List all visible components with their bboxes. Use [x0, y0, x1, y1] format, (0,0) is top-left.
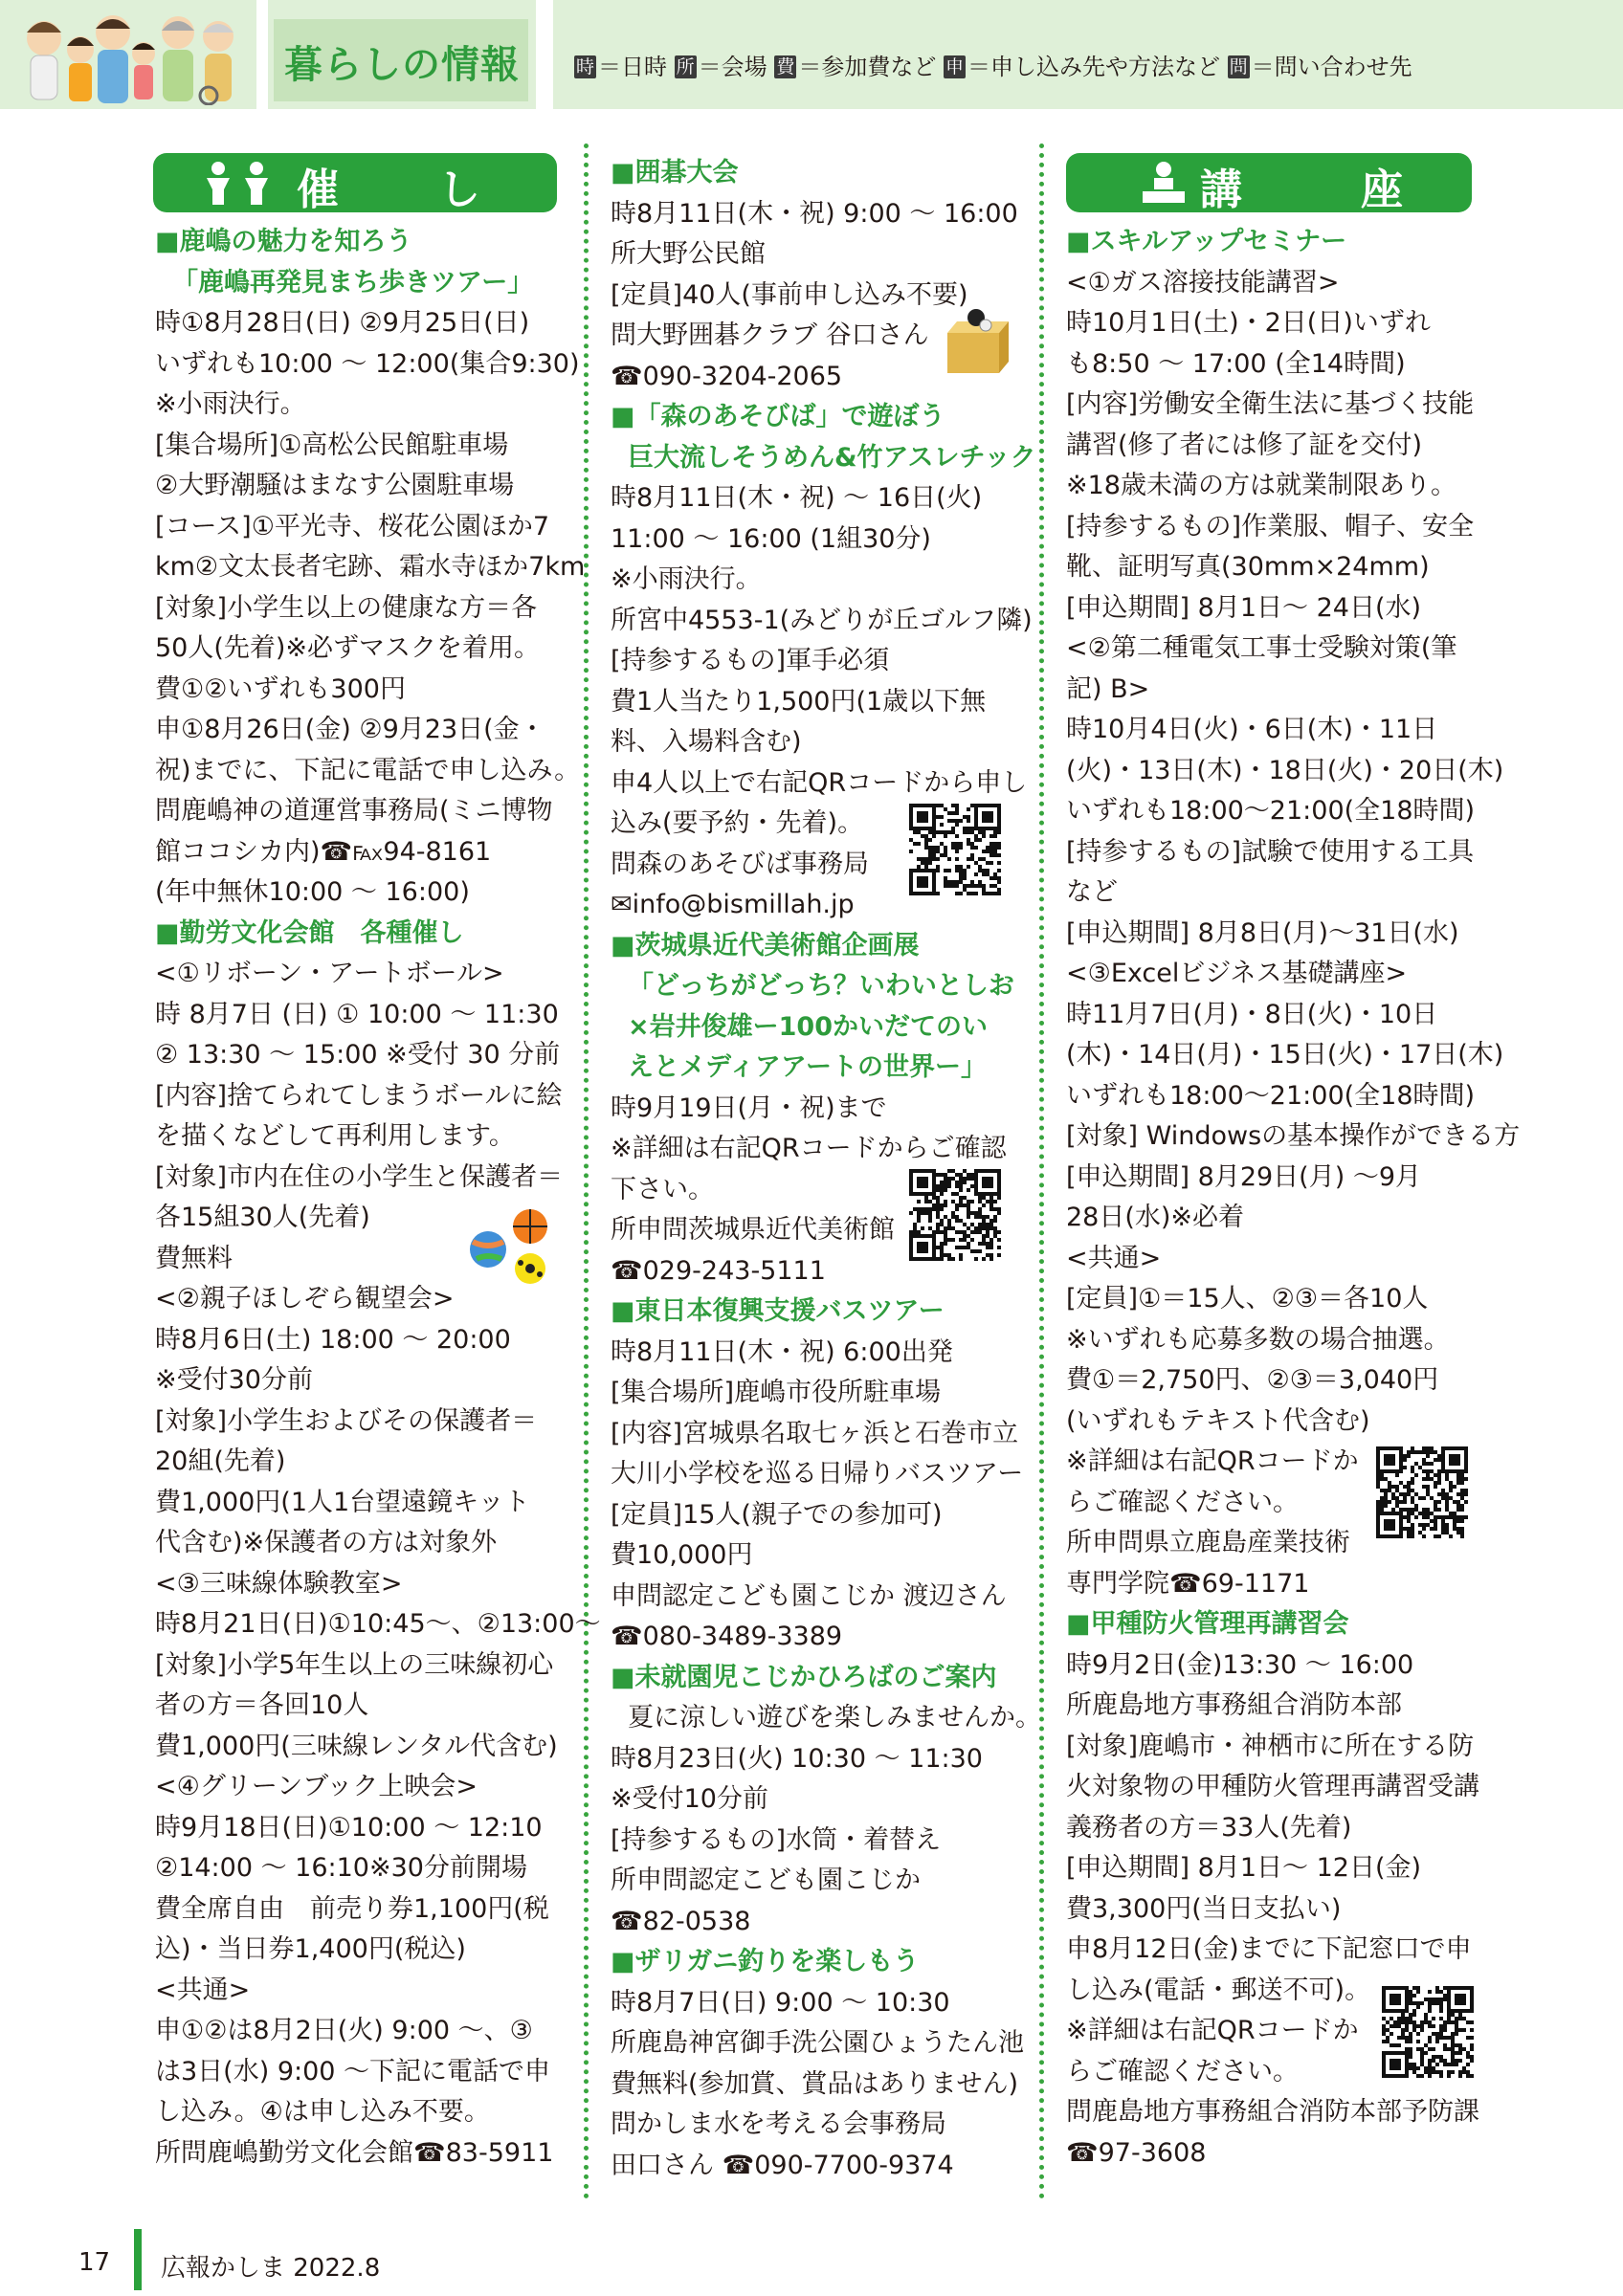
info-line: など [1066, 877, 1118, 907]
info-line: 費1,000円(三味線レンタル代含む) [155, 1731, 558, 1761]
info-line: 時9月18日(日)①10:00 ～ 12:10 [155, 1812, 543, 1843]
info-line: <②親子ほしぞら観望会> [155, 1284, 455, 1314]
header-title: 暮らしの情報 [284, 43, 520, 87]
legend-key: 問 [1229, 56, 1248, 77]
info-line: ※詳細は右記QRコードか [1066, 1446, 1359, 1476]
info-line: いずれも10:00 ～ 12:00(集合9:30) [155, 348, 580, 379]
info-line: (火)・13日(木)・18日(火)・20日(木) [1066, 755, 1504, 785]
info-line: いずれも18:00～21:00(全18時間) [1066, 796, 1476, 826]
info-line: を描くなどして再利用します。 [155, 1121, 515, 1151]
events-section-title: 催 し [297, 166, 509, 214]
info-line: [持参するもの]水筒・着替え [611, 1824, 942, 1855]
info-line: <④グリーンブック上映会> [155, 1772, 478, 1801]
info-line: 問鹿島地方事務組合消防本部予防課 [1066, 2097, 1479, 2127]
info-line: 時8月23日(火) 10:30 ～ 11:30 [611, 1743, 983, 1774]
event-heading: ■スキルアップセミナー [1066, 227, 1347, 256]
people-icon [199, 161, 276, 205]
info-line: 時11月7日(月)・8日(火)・10日 [1066, 999, 1438, 1029]
info-line: 祝)までに、下記に電話で申し込み。 [155, 755, 581, 785]
info-line: [集合場所]鹿嶋市役所駐車場 [611, 1378, 942, 1407]
info-line: 込)・当日券1,400円(税込) [155, 1934, 466, 1964]
info-line: 込み(要予約・先着)。 [611, 808, 864, 838]
event-heading: ×岩井俊雄ー100かいだてのい [628, 1011, 988, 1042]
info-line: [申込期間] 8月8日(月)～31日(水) [1066, 917, 1459, 948]
info-line: [定員]40人(事前申し込み不要) [611, 279, 968, 310]
info-line: ✉info@bismillah.jp [611, 890, 855, 919]
legend-text: ＝会場 [698, 54, 767, 80]
info-line: 11:00 ～ 16:00 (1組30分) [611, 523, 931, 554]
info-line: 費①②いずれも300円 [155, 673, 406, 704]
header-legend [574, 48, 1412, 81]
info-line: [対象] Windowsの基本操作ができる方 [1066, 1121, 1521, 1151]
event-heading: ■茨城県近代美術館企画展 [611, 930, 920, 960]
info-line: 時10月1日(土)・2日(日)いずれ [1066, 308, 1431, 338]
info-line: ※詳細は右記QRコードか [1066, 2016, 1359, 2045]
info-line: ※小雨決行。 [155, 389, 306, 419]
info-line: ☎080-3489-3389 [611, 1622, 843, 1651]
info-line: [内容]労働安全衛生法に基づく技能 [1066, 389, 1475, 419]
info-line: 火対象物の甲種防火管理再講習受講 [1066, 1772, 1479, 1801]
info-line: し込み。④は申し込み不要。 [155, 2097, 490, 2127]
info-line: 時8月11日(木・祝) ～ 16日(火) [611, 483, 983, 513]
info-line: <①リボーン・アートボール> [155, 959, 504, 988]
info-line: ※受付30分前 [155, 1365, 313, 1395]
info-line: 申①②は8月2日(火) 9:00 ～、③ [155, 2016, 533, 2045]
event-heading: ■勤労文化会館 各種催し [155, 917, 464, 948]
info-line: ②大野潮騒はまなす公園駐車場 [155, 471, 515, 500]
balls-icon [463, 1203, 553, 1286]
info-line: [対象]小学5年生以上の三味線初心 [155, 1649, 554, 1680]
info-line: 時8月11日(木・祝) 9:00 ～ 16:00 [611, 198, 1018, 229]
info-line: [申込期間] 8月29日(月) ～9月 [1066, 1161, 1422, 1192]
legend-text: ＝参加費など [798, 54, 937, 80]
lecture-icon [1141, 161, 1187, 205]
info-line: らご確認ください。 [1066, 1487, 1299, 1517]
info-line: 義務者の方＝33人(先着) [1066, 1812, 1352, 1843]
footer-accent-bar [134, 2229, 142, 2290]
info-line: ※受付10分前 [611, 1784, 768, 1814]
info-line: 時10月4日(火)・6日(木)・11日 [1066, 715, 1438, 744]
column-divider [1039, 144, 1044, 2200]
event-heading: ■囲碁大会 [611, 158, 739, 188]
event-heading: 「鹿嶋再発見まち歩きツアー」 [172, 267, 534, 298]
info-line: 所宮中4553-1(みどりが丘ゴルフ隣) [611, 605, 1033, 635]
info-line: 費全席自由 前売り券1,100円(税 [155, 1893, 549, 1924]
info-line: 代含む)※保護者の方は対象外 [155, 1528, 498, 1557]
info-line: 館ココシカ内)☎℻94-8161 [155, 836, 492, 867]
courses-section-title: 講 座 [1200, 166, 1441, 214]
info-line: 田口さん ☎090-7700-9374 [611, 2150, 954, 2180]
info-line: 所申問認定こども園こじか [611, 1866, 921, 1895]
legend-key: 所 [676, 56, 695, 77]
event-heading: ■鹿嶋の魅力を知ろう [155, 227, 412, 256]
info-line: 費10,000円 [611, 1540, 753, 1570]
info-line: [申込期間] 8月1日～ 12日(金) [1066, 1853, 1422, 1883]
info-line: 時8月6日(土) 18:00 ～ 20:00 [155, 1324, 511, 1355]
legend-text: ＝日時 [598, 54, 668, 80]
info-line: ☎97-3608 [1066, 2137, 1207, 2168]
info-line: 所鹿島神宮御手洗公園ひょうたん池 [611, 2028, 1024, 2058]
info-line: [定員]①＝15人、②③＝各10人 [1066, 1284, 1429, 1314]
info-line: [対象]鹿嶋市・神栖市に所在する防 [1066, 1731, 1475, 1761]
info-line: [持参するもの]軍手必須 [611, 646, 890, 675]
info-line: <③Excelビジネス基礎講座> [1066, 959, 1408, 988]
info-line: 時8月7日(日) 9:00 ～ 10:30 [611, 1987, 950, 2018]
qr-code-icon [1382, 1986, 1474, 2078]
info-line: ② 13:30 ～ 15:00 ※受付 30 分前 [155, 1040, 561, 1070]
header-stripe [256, 0, 268, 109]
info-line: らご確認ください。 [1066, 2056, 1299, 2086]
info-line: 所申問茨城県近代美術館 [611, 1215, 895, 1245]
info-line: ②14:00 ～ 16:10※30分前開場 [155, 1853, 527, 1883]
info-line: <②第二種電気工事士受験対策(筆 [1066, 633, 1457, 663]
info-line: 28日(水)※必着 [1066, 1203, 1245, 1232]
info-line: 問かしま水を考える会事務局 [611, 2109, 946, 2139]
info-line: ☎029-243-5111 [611, 1255, 826, 1286]
info-line: 費1人当たり1,500円(1歳以下無 [611, 686, 987, 717]
go-board-icon [944, 304, 1012, 381]
info-line: 時9月19日(月・祝)まで [611, 1093, 887, 1123]
info-line: 専門学院☎69-1171 [1066, 1568, 1310, 1599]
info-line: [コース]①平光寺、桜花公園ほか7 [155, 511, 550, 541]
info-line: 費①＝2,750円、②③＝3,040円 [1066, 1365, 1439, 1395]
events-section-banner [153, 153, 557, 212]
info-line: 夏に涼しい遊びを楽しみませんか。 [628, 1703, 1041, 1733]
event-heading: ■未就園児こじかひろばのご案内 [611, 1662, 997, 1692]
info-line: 50人(先着)※必ずマスクを着用。 [155, 633, 541, 663]
info-line: 時 8月7日 (日) ① 10:00 ～ 11:30 [155, 999, 559, 1029]
info-line: [集合場所]①高松公民館駐車場 [155, 430, 509, 460]
info-line: (いずれもテキスト代含む) [1066, 1405, 1370, 1436]
info-line: は3日(水) 9:00 ～下記に電話で申 [155, 2056, 551, 2086]
event-heading: 巨大流しそうめん&竹アスレチック [628, 442, 1036, 473]
info-line: [内容]捨てられてしまうボールに絵 [155, 1080, 563, 1111]
info-line: 所大野公民館 [611, 239, 766, 269]
legend-key: 費 [776, 56, 795, 77]
info-line: ☎090-3204-2065 [611, 361, 843, 391]
info-line: 各15組30人(先着) [155, 1203, 370, 1232]
info-line: 靴、証明写真(30mm×24mm) [1066, 552, 1430, 582]
info-line: [持参するもの]試験で使用する工具 [1066, 836, 1475, 867]
info-line: 時9月2日(金)13:30 ～ 16:00 [1066, 1649, 1414, 1680]
info-line: 下さい。 [611, 1174, 714, 1204]
info-line: [対象]小学生以上の健康な方＝各 [155, 592, 538, 623]
qr-code-icon [1376, 1446, 1468, 1538]
info-line: <共通> [155, 1975, 251, 2005]
page-header [0, 0, 1623, 109]
info-line: 所鹿島地方事務組合消防本部 [1066, 1690, 1402, 1720]
info-line: ※いずれも応募多数の場合抽選。 [1066, 1324, 1450, 1355]
info-line: 問森のあそびば事務局 [611, 849, 869, 879]
info-line: ☎82-0538 [611, 1906, 751, 1936]
info-line: (木)・14日(月)・15日(火)・17日(木) [1066, 1040, 1504, 1070]
info-line: 所問鹿嶋勤労文化会館☎83-5911 [155, 2137, 554, 2168]
info-line: 者の方＝各回10人 [155, 1690, 369, 1720]
info-line: <共通> [1066, 1243, 1162, 1273]
info-line: [定員]15人(親子での参加可) [611, 1499, 943, 1530]
info-line: ※小雨決行。 [611, 564, 762, 594]
info-line: 時8月11日(木・祝) 6:00出発 [611, 1336, 953, 1367]
page-number: 17 [78, 2248, 111, 2277]
info-line: [内容]宮城県名取七ヶ浜と石巻市立 [611, 1418, 1019, 1448]
info-line: 時①8月28日(日) ②9月25日(日) [155, 308, 530, 338]
info-line: 申4人以上で右記QRコードから申し [611, 767, 1028, 798]
column-divider [584, 144, 589, 2200]
event-heading: ■甲種防火管理再講習会 [1066, 1609, 1349, 1639]
info-line: 費3,300円(当日支払い) [1066, 1893, 1342, 1924]
info-line: 料、入場料含む) [611, 727, 802, 757]
info-line: ※18歳未満の方は就業制限あり。 [1066, 471, 1456, 500]
legend-text: ＝問い合わせ先 [1251, 54, 1412, 80]
info-line: も8:50 ～ 17:00 (全14時間) [1066, 348, 1406, 379]
info-line: 申①8月26日(金) ②9月23日(金・ [155, 715, 545, 744]
info-line: <③三味線体験教室> [155, 1568, 403, 1599]
courses-section-banner [1066, 153, 1472, 212]
info-line: km②文太長者宅跡、霜水寺ほか7km [155, 552, 586, 582]
info-line: 費1,000円(1人1台望遠鏡キット [155, 1487, 530, 1517]
publication-name: 広報かしま 2022.8 [161, 2254, 381, 2283]
info-line: 問大野囲碁クラブ 谷口さん [611, 320, 929, 350]
event-heading: 「どっちがどっち？いわいとしお [628, 971, 1014, 1001]
info-line: 所申問県立鹿島産業技術 [1066, 1528, 1350, 1557]
info-line: [対象]市内在住の小学生と保護者＝ [155, 1161, 564, 1192]
qr-code-icon [909, 1169, 1001, 1261]
info-line: <①ガス溶接技能講習> [1066, 267, 1340, 298]
courses-column [1066, 222, 1521, 2174]
info-line: 大川小学校を巡る日帰りバスツアー [611, 1459, 1024, 1489]
event-heading: ■「森のあそびば」で遊ぼう [611, 402, 945, 431]
info-line: ※詳細は右記QRコードからご確認 [611, 1134, 1007, 1163]
info-line: (年中無休10:00 ～ 16:00) [155, 877, 470, 907]
info-line: 20組(先着) [155, 1446, 286, 1476]
info-line: [申込期間] 8月1日～ 24日(水) [1066, 592, 1422, 623]
info-line: 講習(修了者には修了証を交付) [1066, 430, 1423, 460]
header-stripe [536, 0, 553, 109]
info-line: 申問認定こども園こじか 渡辺さん [611, 1580, 1007, 1611]
legend-text: ＝申し込み先や方法など [967, 54, 1220, 80]
info-line: 問鹿嶋神の道運営事務局(ミニ博物 [155, 796, 553, 826]
family-illustration-icon [17, 4, 245, 105]
info-line: [対象]小学生およびその保護者＝ [155, 1405, 538, 1436]
info-line: 費無料 [155, 1243, 233, 1273]
event-heading: ■東日本復興支援バスツアー [611, 1296, 945, 1326]
events-column [155, 222, 601, 2174]
info-line: [持参するもの]作業服、帽子、安全 [1066, 511, 1475, 541]
legend-key: 申 [945, 56, 964, 77]
info-line: し込み(電話・郵送不可)。 [1066, 1975, 1371, 2005]
info-line: 記) B> [1066, 673, 1150, 704]
legend-key: 時 [576, 56, 595, 77]
qr-code-icon [909, 804, 1001, 895]
info-line: 申8月12日(金)までに下記窓口で申 [1066, 1934, 1472, 1964]
event-heading: えとメディアアートの世界ー」 [628, 1052, 988, 1082]
info-line: いずれも18:00～21:00(全18時間) [1066, 1080, 1476, 1111]
info-line: 時8月21日(日)①10:45～、②13:00～ [155, 1609, 601, 1639]
info-line: 費無料(参加賞、賞品はありません) [611, 2068, 1019, 2099]
event-heading: ■ザリガニ釣りを楽しもう [611, 1947, 920, 1976]
